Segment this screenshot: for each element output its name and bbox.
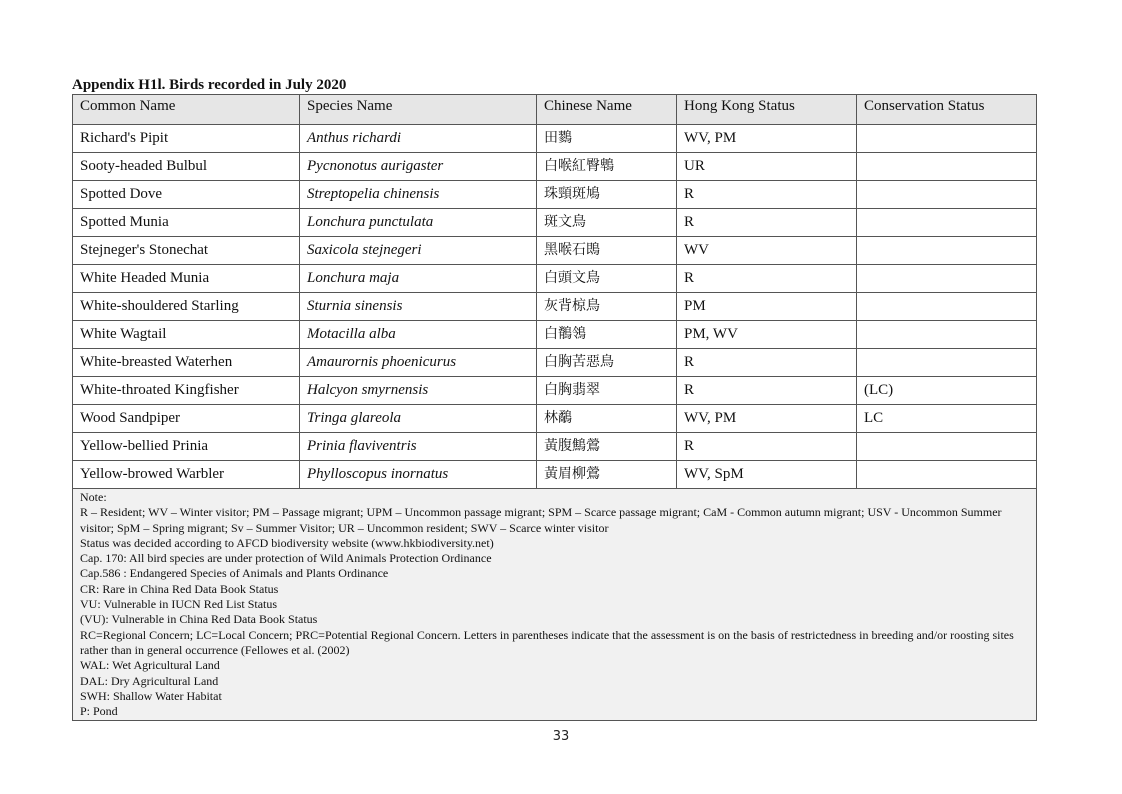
common-name-cell: Yellow-browed Warbler — [73, 461, 300, 489]
conservation-status-cell — [857, 321, 1037, 349]
conservation-status-cell — [857, 181, 1037, 209]
chinese-name-cell: 林鷸 — [537, 405, 677, 433]
table-row — [73, 461, 1037, 489]
note-line: VU: Vulnerable in IUCN Red List Status — [80, 597, 278, 612]
species-name-cell: Sturnia sinensis — [300, 293, 537, 321]
chinese-name-cell: 珠頸斑鳩 — [537, 181, 677, 209]
table-row — [73, 405, 1037, 433]
common-name-cell: White Wagtail — [73, 321, 300, 349]
hk-status-cell: WV — [677, 237, 857, 265]
note-line: P: Pond — [80, 704, 118, 719]
header-conservation-status: Conservation Status — [857, 95, 1037, 125]
conservation-status-cell — [857, 265, 1037, 293]
table-row — [73, 237, 1037, 265]
common-name-cell: White-breasted Waterhen — [73, 349, 300, 377]
species-name-cell: Lonchura punctulata — [300, 209, 537, 237]
notes-row — [73, 489, 1037, 721]
hk-status-cell: R — [677, 265, 857, 293]
chinese-name-cell: 白胸翡翠 — [537, 377, 677, 405]
appendix-title: Appendix H1l. Birds recorded in July 2020 — [72, 77, 347, 93]
chinese-name-cell: 田鷚 — [537, 125, 677, 153]
species-name-cell: Phylloscopus inornatus — [300, 461, 537, 489]
note-heading: Note: — [80, 490, 107, 504]
common-name-cell: Sooty-headed Bulbul — [73, 153, 300, 181]
common-name-cell: White-throated Kingfisher — [73, 377, 300, 405]
hk-status-cell: R — [677, 433, 857, 461]
header-chinese-name: Chinese Name — [537, 95, 677, 125]
hk-status-cell: PM, WV — [677, 321, 857, 349]
common-name-cell: Yellow-bellied Prinia — [73, 433, 300, 461]
hk-status-cell: R — [677, 377, 857, 405]
table-row — [73, 293, 1037, 321]
hk-status-cell: WV, PM — [677, 125, 857, 153]
conservation-status-cell — [857, 293, 1037, 321]
table-row — [73, 377, 1037, 405]
note-line: Status was decided according to AFCD biodiversity website (www.hkbiodiversity.net) — [80, 535, 494, 550]
common-name-cell: Spotted Munia — [73, 209, 300, 237]
table-row — [73, 181, 1037, 209]
note-line: Cap. 170: All bird species are under protection of Wild Animals Protection Ordinance — [80, 551, 492, 566]
note-line: Cap.586 : Endangered Species of Animals and Plants Ordinance — [80, 566, 389, 581]
note-line: SWH: Shallow Water Habitat — [80, 688, 222, 703]
conservation-status-cell — [857, 349, 1037, 377]
species-name-cell: Amaurornis phoenicurus — [300, 349, 537, 377]
conservation-status-cell — [857, 433, 1037, 461]
common-name-cell: White Headed Munia — [73, 265, 300, 293]
chinese-name-cell: 白胸苦惡鳥 — [537, 349, 677, 377]
table-row — [73, 349, 1037, 377]
species-name-cell: Saxicola stejnegeri — [300, 237, 537, 265]
page-number: 33 — [552, 729, 570, 744]
common-name-cell: Richard's Pipit — [73, 125, 300, 153]
birds-table — [72, 94, 1037, 721]
species-name-cell: Motacilla alba — [300, 321, 537, 349]
conservation-status-cell — [857, 237, 1037, 265]
hk-status-cell: WV, SpM — [677, 461, 857, 489]
common-name-cell: Spotted Dove — [73, 181, 300, 209]
common-name-cell: White-shouldered Starling — [73, 293, 300, 321]
conservation-status-cell — [857, 461, 1037, 489]
hk-status-cell: R — [677, 181, 857, 209]
conservation-status-cell: (LC) — [857, 377, 1037, 405]
hk-status-cell: WV, PM — [677, 405, 857, 433]
note-line: CR: Rare in China Red Data Book Status — [80, 581, 279, 596]
chinese-name-cell: 斑文鳥 — [537, 209, 677, 237]
common-name-cell: Stejneger's Stonechat — [73, 237, 300, 265]
conservation-status-cell: LC — [857, 405, 1037, 433]
chinese-name-cell: 黃腹鷦鶯 — [537, 433, 677, 461]
species-name-cell: Pycnonotus aurigaster — [300, 153, 537, 181]
table-row — [73, 265, 1037, 293]
chinese-name-cell: 灰背椋鳥 — [537, 293, 677, 321]
header-hk-status: Hong Kong Status — [677, 95, 857, 125]
species-name-cell: Anthus richardi — [300, 125, 537, 153]
table-row — [73, 433, 1037, 461]
conservation-status-cell — [857, 209, 1037, 237]
table-row — [73, 125, 1037, 153]
common-name-cell: Wood Sandpiper — [73, 405, 300, 433]
note-line: R – Resident; WV – Winter visitor; PM – Passage migrant; UPM – Uncommon passage migrant; SPM – Scarce passage migrant; CaM - Common autumn migrant; USV - Uncommon Summer visitor; SpM – Spring migrant; Sv – Summer Visitor; UR – Uncommon resident; SWV – Scarce winter visitor — [80, 505, 1002, 535]
species-name-cell: Halcyon smyrnensis — [300, 377, 537, 405]
species-name-cell: Prinia flaviventris — [300, 433, 537, 461]
note-line: DAL: Dry Agricultural Land — [80, 673, 219, 688]
chinese-name-cell: 黃眉柳鶯 — [537, 461, 677, 489]
table-row — [73, 209, 1037, 237]
note-line: RC=Regional Concern; LC=Local Concern; PRC=Potential Regional Concern. Letters in parentheses indicate that the assessment is on the basis of restrictedness in breeding and/or roosting sites rather than in general occurrence (Fellowes et al. (2002) — [80, 627, 1014, 657]
note-line: WAL: Wet Agricultural Land — [80, 658, 220, 673]
species-name-cell: Lonchura maja — [300, 265, 537, 293]
conservation-status-cell — [857, 125, 1037, 153]
header-species-name: Species Name — [300, 95, 537, 125]
chinese-name-cell: 白頭文鳥 — [537, 265, 677, 293]
chinese-name-cell: 白鶺鴒 — [537, 321, 677, 349]
header-common-name: Common Name — [73, 95, 300, 125]
conservation-status-cell — [857, 153, 1037, 181]
note-line: (VU): Vulnerable in China Red Data Book Status — [80, 612, 318, 627]
hk-status-cell: R — [677, 349, 857, 377]
hk-status-cell: UR — [677, 153, 857, 181]
species-name-cell: Tringa glareola — [300, 405, 537, 433]
hk-status-cell: R — [677, 209, 857, 237]
notes-cell — [73, 489, 1037, 721]
species-name-cell: Streptopelia chinensis — [300, 181, 537, 209]
chinese-name-cell: 白喉紅臀鵯 — [537, 153, 677, 181]
table-row — [73, 153, 1037, 181]
table-row — [73, 321, 1037, 349]
table-header-row — [73, 95, 1037, 125]
chinese-name-cell: 黑喉石鵖 — [537, 237, 677, 265]
hk-status-cell: PM — [677, 293, 857, 321]
